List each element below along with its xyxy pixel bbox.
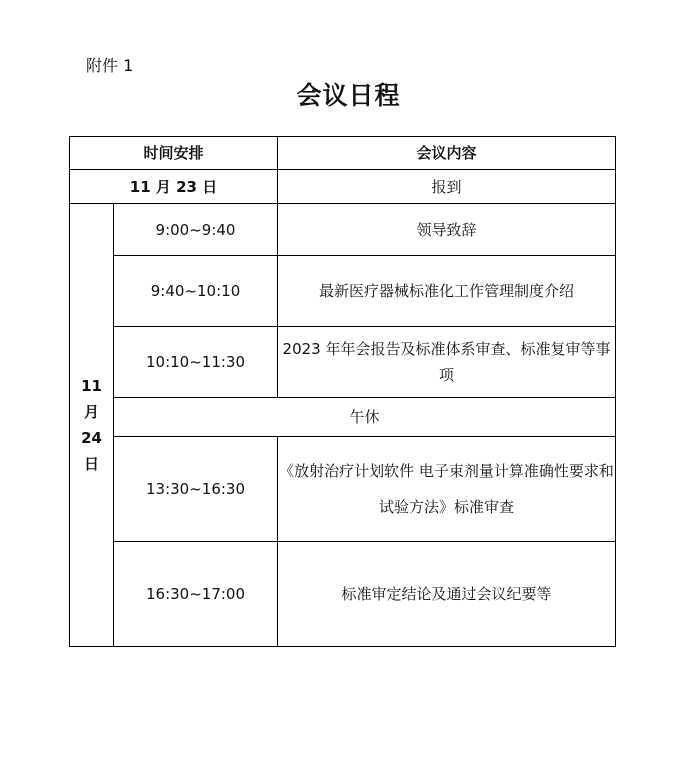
content-cell: 最新医疗器械标准化工作管理制度介绍 (278, 256, 616, 327)
day1-content: 报到 (278, 170, 616, 204)
time-cell: 10:10~11:30 (114, 327, 278, 398)
day2-date-line: 月 (83, 403, 99, 421)
table-header-row (70, 137, 616, 170)
attachment-label: 附件 1 (86, 56, 134, 75)
content-cell: 《放射治疗计划软件 电子束剂量计算准确性要求和试验方法》标准审查 (278, 437, 616, 542)
header-content: 会议内容 (278, 137, 616, 170)
day2-date-line: 24 (81, 429, 102, 447)
time-cell: 16:30~17:00 (114, 542, 278, 647)
table-row (70, 256, 616, 327)
content-cell: 标准审定结论及通过会议纪要等 (278, 542, 616, 647)
table-row (70, 437, 616, 542)
day1-date: 11 月 23 日 (70, 170, 278, 204)
content-cell: 领导致辞 (278, 204, 616, 256)
schedule-table (69, 136, 616, 647)
day2-date (70, 204, 114, 647)
table-row (70, 398, 616, 437)
time-cell: 13:30~16:30 (114, 437, 278, 542)
day2-date-line: 日 (83, 455, 99, 473)
table-row (70, 327, 616, 398)
table-row (70, 542, 616, 647)
header-time: 时间安排 (70, 137, 278, 170)
day2-date-line: 11 (81, 377, 102, 395)
lunch-cell: 午休 (114, 398, 616, 437)
page-title: 会议日程 (296, 81, 401, 110)
time-cell: 9:00~9:40 (114, 204, 278, 256)
table-row (70, 204, 616, 256)
table-row (70, 170, 616, 204)
content-cell: 2023 年年会报告及标准体系审查、标准复审等事项 (278, 327, 616, 398)
time-cell: 9:40~10:10 (114, 256, 278, 327)
